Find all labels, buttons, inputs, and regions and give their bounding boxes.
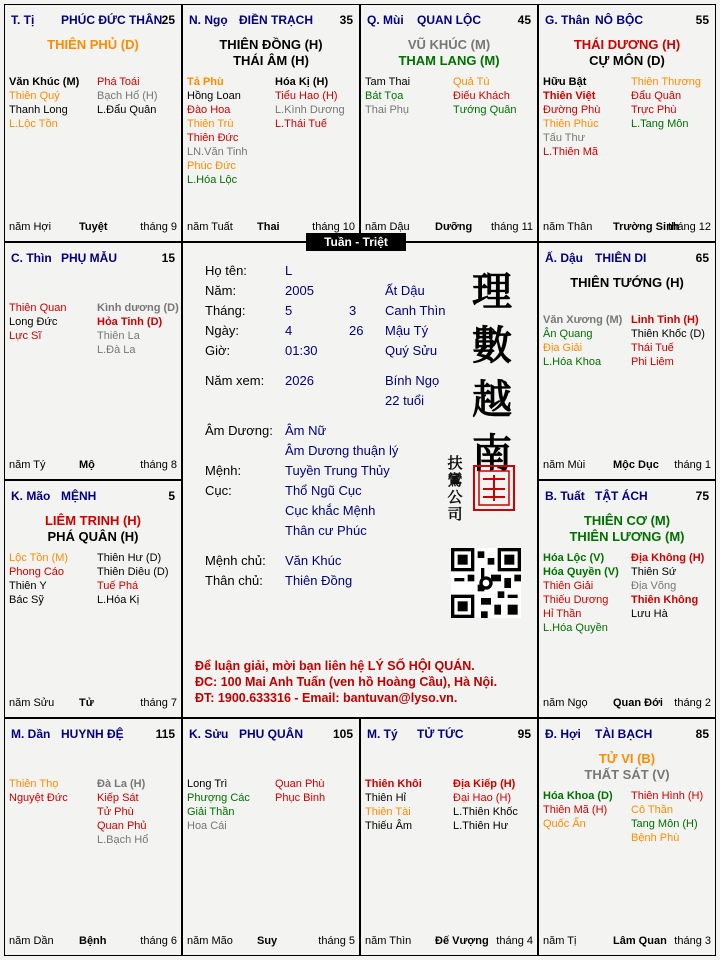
minor-star: Hóa Quyền (V) bbox=[543, 566, 619, 578]
palace-cell-ty bbox=[360, 718, 538, 956]
minor-star: Tang Môn (H) bbox=[631, 818, 698, 830]
value-than-chu: Thiên Đồng bbox=[285, 573, 353, 588]
minor-star: Thiên Quý bbox=[9, 90, 60, 102]
minor-star: Thiên Y bbox=[9, 580, 47, 592]
palace-cell-than bbox=[538, 4, 716, 242]
minor-star: L.Thiên Hư bbox=[453, 820, 509, 832]
minor-star: Thiên Trù bbox=[187, 118, 234, 130]
palace-position: K. Sửu bbox=[189, 727, 229, 741]
star-column-left bbox=[9, 75, 79, 131]
value-gio-cc: Quý Sửu bbox=[385, 343, 438, 358]
footer-month: tháng 3 bbox=[674, 935, 711, 947]
palace-age: 35 bbox=[339, 13, 353, 27]
value-menh-chu: Văn Khúc bbox=[285, 553, 342, 568]
palace-age: 5 bbox=[168, 489, 175, 503]
footer-month: tháng 6 bbox=[140, 935, 177, 947]
minor-star: Phi Liêm bbox=[631, 356, 674, 368]
footer-year: năm Dậu bbox=[365, 221, 410, 233]
value-thang-cc: Canh Thìn bbox=[385, 303, 446, 318]
minor-star: Tuế Phá bbox=[97, 580, 139, 592]
star-column-left bbox=[187, 75, 248, 187]
palace-age: 25 bbox=[161, 13, 175, 27]
palace-name: TỬ TỨC bbox=[417, 727, 464, 741]
palace-position: N. Ngọ bbox=[189, 13, 228, 27]
palace-position: M. Dần bbox=[11, 727, 51, 741]
value-gio: 01:30 bbox=[285, 343, 318, 358]
minor-star: Trực Phù bbox=[631, 104, 677, 116]
footer-year: năm Thìn bbox=[365, 935, 412, 947]
minor-star: Tướng Quân bbox=[453, 104, 517, 116]
footer-stage: Tử bbox=[79, 697, 94, 709]
minor-star: L.Tang Môn bbox=[631, 118, 689, 130]
main-stars bbox=[183, 37, 359, 69]
palace-name: TẬT ÁCH bbox=[595, 489, 648, 503]
palace-age: 55 bbox=[695, 13, 709, 27]
star-column-left bbox=[9, 777, 68, 805]
minor-star: Hồng Loan bbox=[187, 90, 241, 102]
minor-star: L.Hóa Quyền bbox=[543, 622, 608, 634]
footer-year: năm Thân bbox=[543, 221, 593, 233]
main-stars bbox=[539, 513, 715, 545]
main-stars bbox=[5, 37, 181, 53]
minor-star: Giải Thần bbox=[187, 806, 235, 818]
label-nam-xem: Năm xem: bbox=[205, 373, 265, 388]
seal-caption bbox=[447, 455, 463, 523]
footer-year: năm Ngọ bbox=[543, 697, 588, 709]
minor-star: Lực Sĩ bbox=[9, 330, 42, 342]
value-tuoi: 22 tuổi bbox=[385, 393, 425, 408]
minor-star: Long Đức bbox=[9, 316, 58, 328]
minor-star: Lưu Hà bbox=[631, 608, 668, 620]
star-column-left bbox=[9, 301, 66, 343]
seal-caption-char: 司 bbox=[447, 505, 463, 523]
minor-star: Đường Phù bbox=[543, 104, 601, 116]
palace-position: M. Tý bbox=[367, 727, 398, 741]
footer-stage: Mộc Dục bbox=[613, 459, 659, 471]
footer-year: năm Sửu bbox=[9, 697, 55, 709]
footer-month: tháng 5 bbox=[318, 935, 355, 947]
minor-star: Thiên Hỉ bbox=[365, 792, 406, 804]
seal-icon bbox=[475, 467, 513, 509]
value-ngay-al: 26 bbox=[349, 323, 364, 338]
footer-month: tháng 4 bbox=[496, 935, 533, 947]
minor-star: L.Hóa Kị bbox=[97, 594, 140, 606]
minor-star: Thiên Thương bbox=[631, 76, 702, 88]
minor-star: L.Hóa Lộc bbox=[187, 174, 238, 186]
calligraphy-char: 數 bbox=[472, 322, 512, 369]
minor-star: L.Kình Dương bbox=[275, 104, 345, 116]
palace-age: 65 bbox=[695, 251, 709, 265]
calligraphy-char: 南 bbox=[472, 430, 512, 477]
minor-star: Thái Tuế bbox=[631, 342, 674, 354]
minor-star: Lộc Tồn (M) bbox=[9, 552, 69, 564]
palace-name: NÔ BỘC bbox=[595, 13, 643, 27]
label-cuc: Cục: bbox=[205, 483, 232, 498]
star-column-right bbox=[97, 777, 148, 847]
footer-stage: Mộ bbox=[79, 459, 95, 471]
star-column-right bbox=[275, 75, 345, 131]
palace-cell-suu bbox=[182, 718, 360, 956]
label-menh: Mệnh: bbox=[205, 463, 242, 478]
minor-star: Phá Toái bbox=[97, 76, 140, 88]
main-star: THIÊN PHỦ (D) bbox=[47, 37, 139, 52]
star-column-left bbox=[9, 551, 68, 607]
minor-star: Tiểu Hao (H) bbox=[275, 90, 338, 102]
minor-star: Hữu Bật bbox=[543, 76, 587, 88]
minor-star: Thiên Việt bbox=[543, 90, 596, 102]
minor-star: Thiên Tài bbox=[365, 806, 411, 818]
footer-stage: Quan Đới bbox=[613, 697, 663, 709]
minor-star: Ân Quang bbox=[543, 328, 593, 340]
palace-age: 105 bbox=[332, 727, 353, 741]
minor-star: Thiên Khôi bbox=[365, 778, 422, 790]
main-star: CỰ MÔN (D) bbox=[589, 53, 665, 68]
calligraphy-char: 越 bbox=[472, 376, 512, 423]
palace-cell-dau bbox=[538, 242, 716, 480]
minor-star: Đại Hao (H) bbox=[453, 792, 512, 804]
footer-year: năm Tuất bbox=[187, 221, 233, 233]
minor-star: Thiên Hình (H) bbox=[631, 790, 704, 802]
palace-age: 15 bbox=[161, 251, 175, 265]
seal-caption-char: 公 bbox=[447, 488, 463, 506]
minor-star: L.Bạch Hổ bbox=[97, 834, 149, 846]
label-am-duong: Âm Dương: bbox=[205, 423, 273, 438]
palace-cell-mao bbox=[4, 480, 182, 718]
minor-star: Hoa Cái bbox=[187, 820, 227, 832]
minor-star: Thanh Long bbox=[9, 104, 68, 116]
star-column-left bbox=[543, 789, 613, 831]
palace-age: 95 bbox=[517, 727, 531, 741]
main-stars bbox=[361, 37, 537, 69]
palace-position: G. Thân bbox=[545, 13, 590, 27]
minor-star: L.Thiên Khốc bbox=[453, 806, 518, 818]
minor-star: Bạch Hổ (H) bbox=[97, 90, 158, 102]
main-star: THÁI DƯƠNG (H) bbox=[573, 37, 681, 52]
minor-star: Phúc Đức bbox=[187, 160, 236, 172]
palace-position: B. Tuất bbox=[545, 489, 585, 503]
footer-month: tháng 7 bbox=[140, 697, 177, 709]
minor-star: Thiên Diêu (D) bbox=[97, 566, 169, 578]
minor-star: Phục Binh bbox=[275, 792, 326, 804]
tuan-triet-badge: Tuần - Triệt bbox=[306, 233, 406, 251]
main-star: THAM LANG (M) bbox=[398, 53, 500, 68]
value-nam: 2005 bbox=[285, 283, 314, 298]
minor-star: Địa Võng bbox=[631, 580, 677, 592]
star-column-left bbox=[187, 777, 250, 833]
minor-star: Quan Phù bbox=[275, 778, 325, 790]
minor-star: Quả Tú bbox=[453, 76, 490, 88]
star-column-right bbox=[97, 301, 179, 357]
minor-star: Hỏa Tinh (D) bbox=[97, 316, 163, 328]
minor-star: Điếu Khách bbox=[453, 90, 510, 102]
main-stars bbox=[539, 751, 715, 783]
star-column-right bbox=[631, 789, 703, 845]
value-thang: 5 bbox=[285, 303, 293, 318]
footer-year: năm Dần bbox=[9, 935, 54, 947]
minor-star: Thiên Thọ bbox=[9, 778, 59, 790]
value-ngay-cc: Mậu Tý bbox=[385, 323, 429, 338]
minor-star: Thiên Giải bbox=[543, 580, 594, 592]
value-thang-al: 3 bbox=[349, 303, 357, 318]
minor-star: LN.Văn Tinh bbox=[187, 146, 248, 158]
label-ho-ten: Họ tên: bbox=[205, 263, 247, 278]
palace-cell-thin bbox=[4, 242, 182, 480]
seal-caption-char: 鸞 bbox=[447, 471, 463, 489]
label-nam: Năm: bbox=[205, 283, 237, 298]
minor-star: Thiên Quan bbox=[9, 302, 67, 314]
palace-position: C. Thìn bbox=[11, 251, 52, 265]
footer-stage: Thai bbox=[257, 221, 280, 233]
minor-star: Đào Hoa bbox=[187, 104, 231, 116]
palace-position: K. Mão bbox=[11, 489, 51, 503]
contact-line-3[interactable]: ĐT: 1900.633316 - Email: bantuvan@lyso.vn. bbox=[195, 691, 458, 705]
value-menh: Tuyền Trung Thủy bbox=[285, 463, 390, 478]
palace-position: T. Tị bbox=[11, 13, 35, 27]
minor-star: Đẩu Quân bbox=[631, 90, 682, 102]
minor-star: Hỉ Thần bbox=[543, 608, 582, 620]
main-star: TỬ VI (B) bbox=[598, 751, 656, 766]
star-column-left bbox=[365, 75, 410, 117]
palace-cell-dan bbox=[4, 718, 182, 956]
seal-caption-char: 扶 bbox=[447, 454, 463, 472]
minor-star: Phong Cáo bbox=[9, 566, 65, 578]
palace-position: Đ. Hợi bbox=[545, 727, 581, 741]
minor-star: Long Trì bbox=[187, 778, 228, 790]
palace-age: 45 bbox=[517, 13, 531, 27]
qr-code-icon[interactable] bbox=[451, 548, 521, 618]
minor-star: Quốc Ấn bbox=[543, 818, 586, 830]
value-cuc: Thổ Ngũ Cục bbox=[285, 483, 362, 498]
minor-star: L.Lộc Tồn bbox=[9, 118, 58, 130]
footer-year: năm Hợi bbox=[9, 221, 52, 233]
center-info-panel bbox=[182, 242, 538, 718]
value-nam-xem-cc: Bính Ngọ bbox=[385, 373, 440, 388]
palace-name: HUYNH ĐỆ bbox=[61, 727, 124, 741]
palace-name: ĐIỀN TRẠCH bbox=[239, 13, 313, 27]
palace-cell-mui bbox=[360, 4, 538, 242]
minor-star: Tấu Thư bbox=[543, 132, 586, 144]
star-column-right bbox=[97, 75, 158, 117]
star-column-right bbox=[631, 75, 701, 131]
main-stars bbox=[539, 37, 715, 69]
palace-position: Q. Mùi bbox=[367, 13, 404, 27]
footer-stage: Bệnh bbox=[79, 935, 107, 947]
value-nam-xem: 2026 bbox=[285, 373, 314, 388]
value-ngay: 4 bbox=[285, 323, 293, 338]
label-thang: Tháng: bbox=[205, 303, 246, 318]
minor-star: Tả Phù bbox=[187, 76, 224, 88]
label-gio: Giờ: bbox=[205, 343, 231, 358]
palace-age: 115 bbox=[155, 727, 175, 741]
minor-star: Thiên Sứ bbox=[631, 566, 677, 578]
minor-star: Địa Kiếp (H) bbox=[453, 778, 516, 790]
minor-star: Bác Sỹ bbox=[9, 594, 44, 606]
minor-star: Thiên Mã (H) bbox=[543, 804, 608, 816]
star-column-right bbox=[453, 75, 517, 117]
main-star: LIÊM TRINH (H) bbox=[44, 513, 142, 528]
value-am-duong: Âm Nữ bbox=[285, 423, 327, 438]
star-column-right bbox=[631, 313, 705, 369]
minor-star: Thiếu Dương bbox=[543, 594, 609, 606]
palace-name: PHU QUÂN bbox=[239, 727, 304, 741]
star-column-left bbox=[365, 777, 422, 833]
palace-cell-tuat bbox=[538, 480, 716, 718]
main-star: THIÊN TƯỚNG (H) bbox=[570, 275, 684, 290]
footer-year: năm Tý bbox=[9, 459, 46, 471]
palace-name: THIÊN DI bbox=[595, 251, 647, 265]
minor-star: Đà La (H) bbox=[97, 778, 146, 790]
minor-star: L.Đà La bbox=[97, 344, 136, 356]
footer-year: năm Tị bbox=[543, 935, 577, 947]
minor-star: Thiên Hư (D) bbox=[97, 552, 162, 564]
palace-cell-ti bbox=[4, 4, 182, 242]
minor-star: L.Thái Tuế bbox=[275, 118, 327, 130]
main-star: THẤT SÁT (V) bbox=[584, 767, 670, 782]
minor-star: Kiếp Sát bbox=[97, 792, 139, 804]
star-column-left bbox=[543, 75, 600, 159]
footer-month: tháng 12 bbox=[668, 221, 711, 233]
minor-star: L.Hóa Khoa bbox=[543, 356, 602, 368]
footer-month: tháng 11 bbox=[490, 221, 533, 233]
footer-month: tháng 8 bbox=[140, 459, 177, 471]
palace-cell-ngo bbox=[182, 4, 360, 242]
minor-star: Thiên La bbox=[97, 330, 140, 342]
main-star: THIÊN ĐỒNG (H) bbox=[219, 37, 323, 52]
minor-star: L.Đẩu Quân bbox=[97, 104, 157, 116]
main-star: PHÁ QUÂN (H) bbox=[47, 529, 139, 544]
palace-name: PHÚC ĐỨC THÂN bbox=[61, 13, 163, 27]
minor-star: Hóa Khoa (D) bbox=[543, 790, 613, 802]
minor-star: Nguyệt Đức bbox=[9, 792, 68, 804]
footer-stage: Trường Sinh bbox=[613, 221, 680, 233]
minor-star: Thiên Phúc bbox=[543, 118, 599, 130]
main-stars bbox=[5, 513, 181, 545]
star-column-left bbox=[543, 551, 619, 635]
minor-star: Hóa Kị (H) bbox=[275, 76, 329, 88]
minor-star: Cô Thần bbox=[631, 804, 673, 816]
footer-stage: Tuyệt bbox=[79, 221, 108, 233]
value-ho-ten: L bbox=[285, 263, 293, 278]
footer-month: tháng 1 bbox=[674, 459, 711, 471]
minor-star: Quan Phủ bbox=[97, 820, 147, 832]
minor-star: Tam Thai bbox=[365, 76, 411, 88]
main-stars bbox=[539, 275, 715, 291]
star-column-right bbox=[275, 777, 325, 805]
main-star: THIÊN LƯƠNG (M) bbox=[569, 529, 685, 544]
minor-star: L.Thiên Mã bbox=[543, 146, 599, 158]
value-cuc-3: Thân cư Phúc bbox=[285, 523, 367, 538]
footer-month: tháng 9 bbox=[140, 221, 177, 233]
palace-position: Ấ. Dậu bbox=[545, 251, 584, 265]
footer-stage: Dưỡng bbox=[435, 221, 473, 233]
footer-stage: Lâm Quan bbox=[613, 935, 667, 947]
star-column-left bbox=[543, 313, 622, 369]
palace-age: 85 bbox=[695, 727, 709, 741]
calligraphy-logo bbox=[467, 265, 517, 481]
minor-star: Linh Tinh (H) bbox=[631, 314, 699, 326]
palace-name: QUAN LỘC bbox=[417, 13, 481, 27]
minor-star: Địa Không (H) bbox=[631, 552, 705, 564]
value-cuc-2: Cục khắc Mệnh bbox=[285, 503, 376, 518]
minor-star: Thai Phụ bbox=[365, 104, 410, 116]
main-star: THIÊN CƠ (M) bbox=[583, 513, 671, 528]
palace-name: PHỤ MẪU bbox=[61, 251, 117, 265]
star-column-right bbox=[97, 551, 169, 607]
star-column-right bbox=[453, 777, 518, 833]
label-than-chu: Thân chủ: bbox=[205, 573, 263, 588]
palace-name: MỆNH bbox=[61, 489, 97, 503]
footer-stage: Đế Vượng bbox=[435, 935, 489, 947]
main-star: THÁI ÂM (H) bbox=[233, 53, 309, 68]
palace-cell-hoi bbox=[538, 718, 716, 956]
red-seal-stamp bbox=[473, 465, 515, 511]
main-star: VŨ KHÚC (M) bbox=[407, 37, 491, 52]
palace-age: 75 bbox=[695, 489, 709, 503]
minor-star: Tử Phù bbox=[97, 806, 134, 818]
value-nam-cc: Ất Dậu bbox=[385, 283, 425, 298]
label-ngay: Ngày: bbox=[205, 323, 239, 338]
minor-star: Hóa Lộc (V) bbox=[543, 552, 605, 564]
calligraphy-char: 理 bbox=[472, 268, 512, 315]
minor-star: Thiên Không bbox=[631, 594, 699, 606]
minor-star: Phượng Các bbox=[187, 792, 250, 804]
minor-star: Văn Xương (M) bbox=[543, 314, 623, 326]
footer-stage: Suy bbox=[257, 935, 278, 947]
contact-line-2: ĐC: 100 Mai Anh Tuấn (ven hồ Hoàng Cầu), Hà Nội. bbox=[195, 675, 498, 689]
minor-star: Thiếu Âm bbox=[365, 820, 413, 832]
minor-star: Văn Khúc (M) bbox=[9, 76, 80, 88]
value-am-duong-2: Âm Dương thuận lý bbox=[285, 443, 399, 458]
star-column-right bbox=[631, 551, 704, 621]
minor-star: Bát Tọa bbox=[365, 90, 404, 102]
footer-year: năm Mùi bbox=[543, 459, 586, 471]
footer-month: tháng 10 bbox=[312, 221, 355, 233]
minor-star: Kình dương (D) bbox=[97, 302, 179, 314]
minor-star: Địa Giải bbox=[543, 342, 583, 354]
minor-star: Bệnh Phù bbox=[631, 832, 680, 844]
footer-month: tháng 2 bbox=[674, 697, 711, 709]
contact-line-1: Để luận giải, mời bạn liên hệ LÝ SỐ HỘI QUÁN. bbox=[195, 659, 475, 673]
footer-year: năm Mão bbox=[187, 935, 233, 947]
label-menh-chu: Mệnh chủ: bbox=[205, 553, 266, 568]
minor-star: Thiên Khốc (D) bbox=[631, 328, 705, 340]
palace-name: TÀI BẠCH bbox=[595, 727, 653, 741]
minor-star: Thiên Đức bbox=[187, 132, 239, 144]
